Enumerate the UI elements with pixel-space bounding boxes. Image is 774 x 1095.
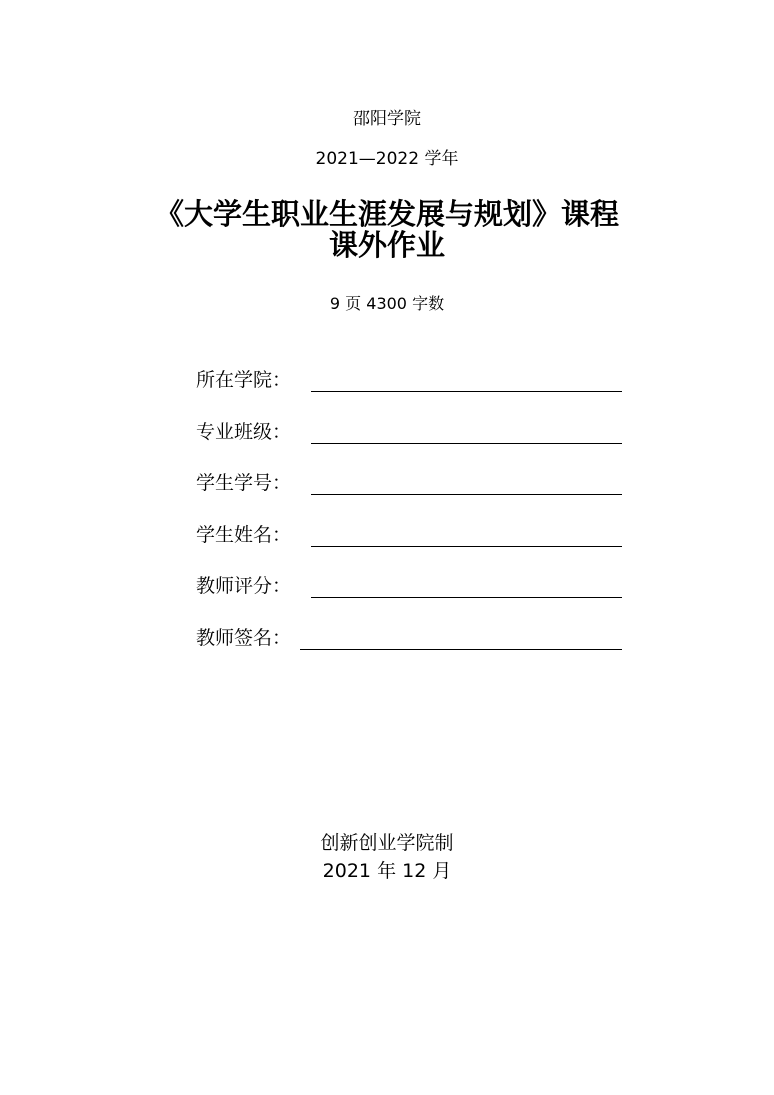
field-teacher-score [196,573,624,603]
field-major-class [196,419,624,449]
page-word-count: 9 页 4300 字数 [329,294,445,313]
course-title-line-1: 《大学生职业生涯发展与规划》课程 [154,197,619,231]
field-student-id-label: 学生学号： [196,472,292,494]
field-major-class-label: 专业班级： [196,421,292,443]
field-student-name-blank[interactable] [311,546,622,547]
field-major-class-blank[interactable] [311,443,622,444]
issuing-organization: 创新创业学院制 [320,832,454,854]
issue-date: 2021 年 12 月 [322,860,452,882]
academic-year: 2021—2022 学年 [315,149,459,169]
field-student-id-blank[interactable] [311,494,622,495]
course-title-line-2: 课外作业 [328,228,445,262]
field-teacher-score-label: 教师评分： [196,575,292,597]
field-student-name-label: 学生姓名： [196,524,292,546]
field-student-id [196,470,624,500]
field-teacher-signature-blank[interactable] [300,649,622,650]
field-teacher-score-blank[interactable] [311,597,622,598]
field-teacher-signature [196,625,624,655]
field-college-label: 所在学院： [196,369,292,391]
field-college-blank[interactable] [311,391,622,392]
field-student-name [196,522,624,552]
school-name: 邵阳学院 [353,109,421,129]
field-college [196,367,624,397]
field-teacher-signature-label: 教师签名： [196,627,292,649]
